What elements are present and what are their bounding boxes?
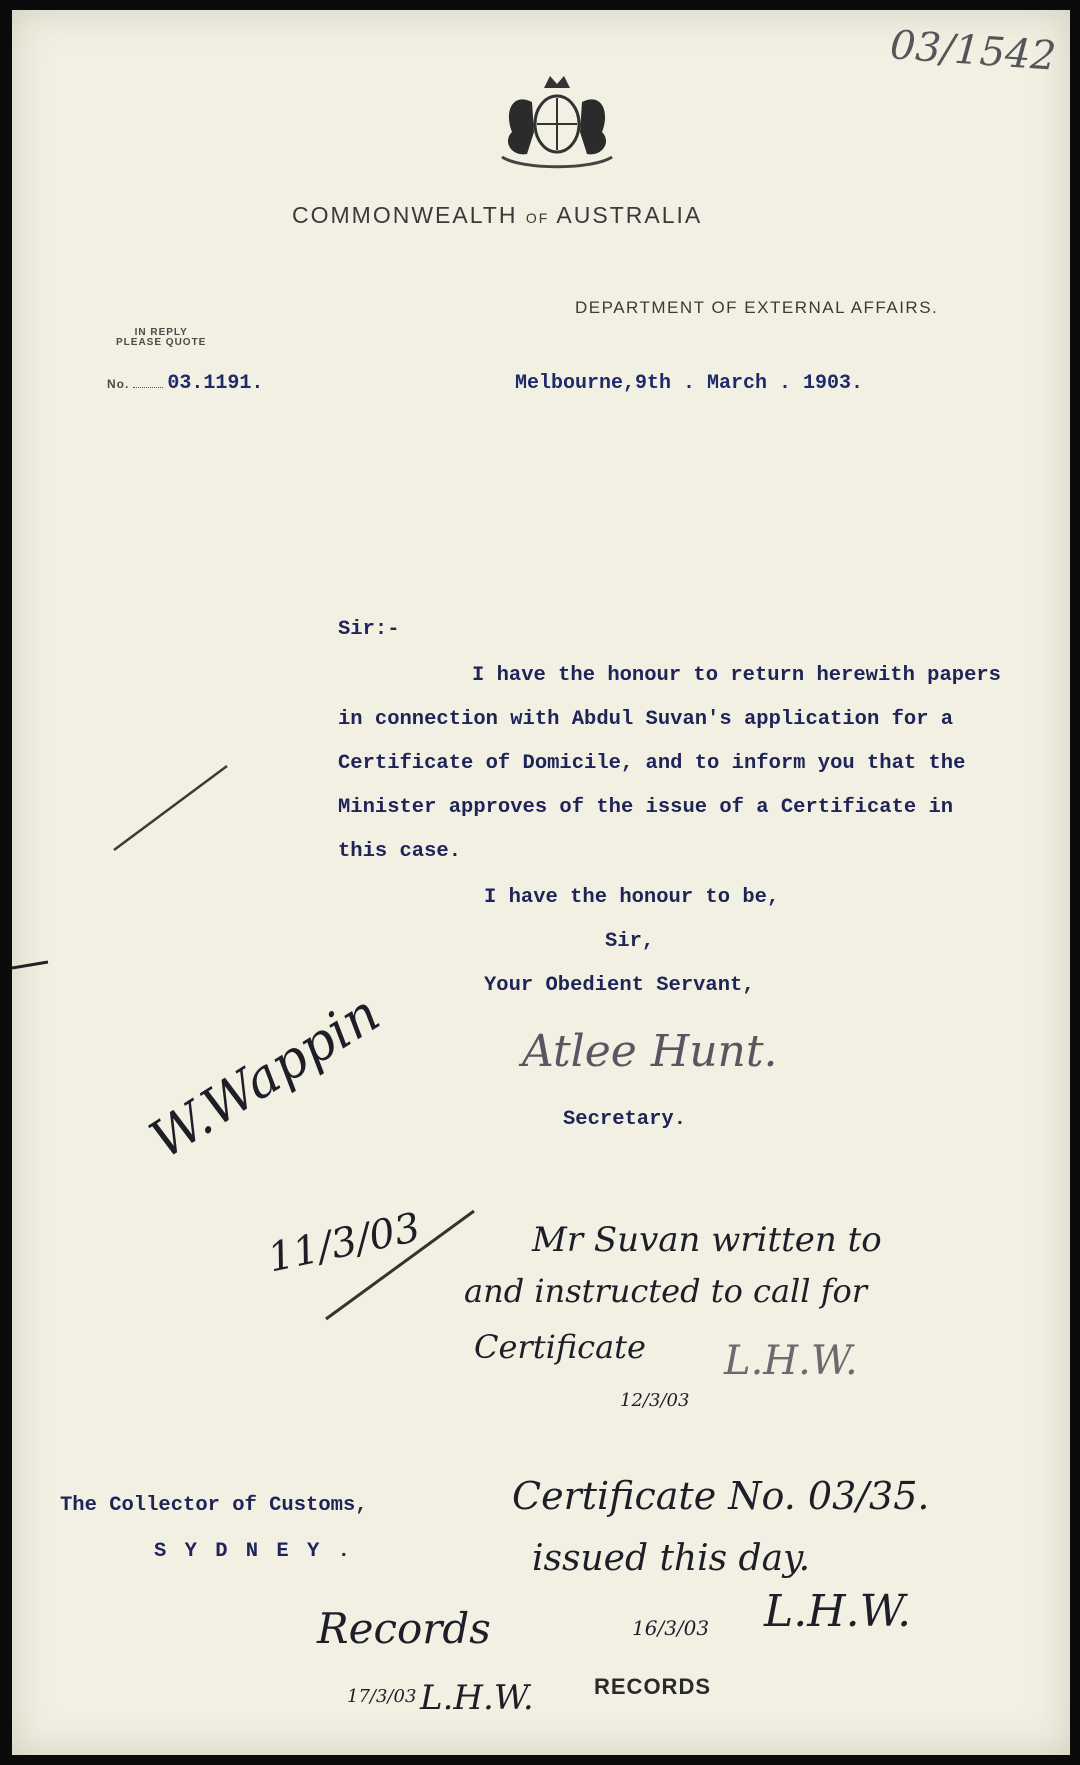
letterhead-title bbox=[292, 202, 702, 229]
closing-line-3: Your Obedient Servant, bbox=[484, 974, 755, 997]
place-date: Melbourne,9th . March . 1903. bbox=[515, 372, 864, 395]
body-line-5: this case. bbox=[338, 840, 462, 863]
letter-page bbox=[12, 10, 1070, 1755]
salutation: Sir:- bbox=[338, 618, 400, 641]
margin-date: 11/3/03 bbox=[263, 1204, 425, 1282]
note2-line-2: issued this day. bbox=[532, 1538, 811, 1579]
file-reference: 03/1542 bbox=[888, 22, 1058, 80]
reply-line2: PLEASE QUOTE bbox=[116, 337, 207, 348]
note2-line-1: Certificate No. 03/35. bbox=[512, 1474, 930, 1518]
addressee-line-1: The Collector of Customs, bbox=[60, 1494, 368, 1517]
records-stamp: RECORDS bbox=[594, 1674, 712, 1699]
pencil-mark-dash bbox=[12, 956, 52, 976]
letterhead-australia: AUSTRALIA bbox=[556, 202, 703, 228]
reply-label bbox=[116, 328, 206, 348]
body-line-4: Minister approves of the issue of a Certificate in bbox=[338, 796, 954, 819]
secretary-title: Secretary. bbox=[563, 1108, 687, 1131]
note1-date: 12/3/03 bbox=[620, 1390, 690, 1411]
note1-line-2: and instructed to call for bbox=[464, 1272, 868, 1310]
note2-initials: L.H.W. bbox=[764, 1586, 912, 1637]
body-line-1: I have the honour to return herewith papers bbox=[472, 664, 1001, 687]
reply-line1: IN REPLY bbox=[134, 327, 188, 338]
margin-initials: W.Wappin bbox=[140, 983, 391, 1171]
pencil-mark-stroke bbox=[112, 758, 232, 858]
records-handwritten: Records bbox=[317, 1604, 491, 1653]
body-line-3: Certificate of Domicile, and to inform you that the bbox=[338, 752, 966, 775]
reply-number-line bbox=[107, 372, 263, 395]
closing-line-1: I have the honour to be, bbox=[484, 886, 780, 909]
reply-number: 03.1191. bbox=[167, 372, 264, 395]
note2-date: 16/3/03 bbox=[632, 1616, 710, 1640]
coat-of-arms-icon bbox=[482, 62, 632, 172]
letterhead-of: OF bbox=[525, 210, 550, 226]
records-initials: L.H.W. bbox=[420, 1678, 534, 1718]
secretary-signature: Atlee Hunt. bbox=[522, 1026, 778, 1077]
reply-no-label: No. bbox=[107, 377, 130, 391]
department-name: DEPARTMENT OF EXTERNAL AFFAIRS. bbox=[575, 298, 939, 317]
body-line-2: in connection with Abdul Suvan's application for a bbox=[338, 708, 954, 731]
closing-line-2: Sir, bbox=[605, 930, 655, 953]
note1-initials: L.H.W. bbox=[724, 1338, 858, 1384]
letterhead-commonwealth: COMMONWEALTH bbox=[292, 202, 518, 228]
records-date: 17/3/03 bbox=[347, 1686, 417, 1707]
note1-line-1: Mr Suvan written to bbox=[532, 1220, 882, 1260]
note1-line-3: Certificate bbox=[474, 1328, 646, 1366]
addressee-line-2: S Y D N E Y . bbox=[154, 1540, 353, 1563]
